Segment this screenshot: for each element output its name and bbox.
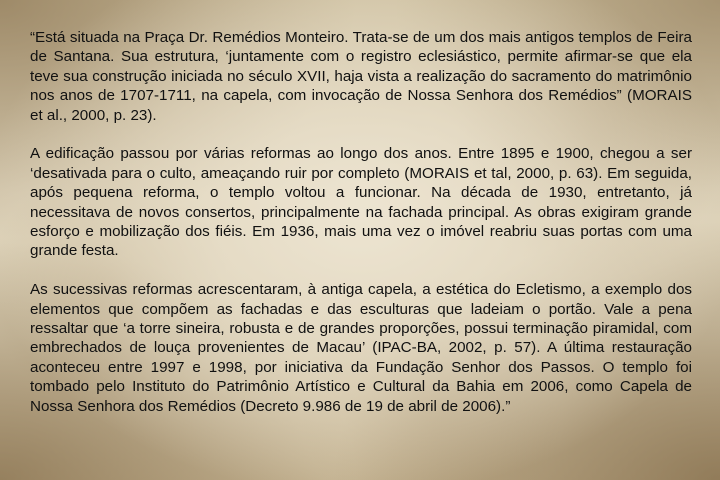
- paragraph-reforms: A edificação passou por várias reformas ao longo dos anos. Entre 1895 e 1900, chegou a ser ‘desativada para o culto, ameaçando ruir por completo (MORAIS et tal, 2000, p. 63). Em seguida, após pequena reforma, o templo voltou a funcionar. Na década de 1930, entretanto, já necessitava de novos consertos, principalmente na fachada principal. As obras exigiram grande esforço e mobilização dos fiéis. Em 1936, mais uma vez o imóvel reabriu suas portas com uma grande festa.: [30, 145, 692, 260]
- document-body: [30, 28, 692, 416]
- paragraph-history: “Está situada na Praça Dr. Remédios Monteiro. Trata-se de um dos mais antigos templos de Feira de Santana. Sua estrutura, ‘juntamente com o registro eclesiástico, permite afirmar-se que ela teve sua construção iniciada no século XVII, haja vista a realização do sacramento do matrimônio nos anos de 1707-1711, na capela, com invocação de Nossa Senhora dos Remédios” (MORAIS et al., 2000, p. 23).: [30, 29, 692, 124]
- paragraph-eclecticism: As sucessivas reformas acrescentaram, à antiga capela, a estética do Ecletismo, a exemplo dos elementos que compõem as fachadas e das esculturas que ladeiam o portão. Vale a pena ressaltar que ‘a torre sineira, robusta e de grandes proporções, possui terminação piramidal, com embrechados de louça provenientes de Macau’ (IPAC-BA, 2002, p. 57). A última restauração aconteceu entre 1997 e 1998, por iniciativa da Fundação Senhor dos Passos. O templo foi tombado pelo Instituto do Patrimônio Artístico e Cultural da Bahia em 2006, como Capela de Nossa Senhora dos Remédios (Decreto 9.986 de 19 de abril de 2006).”: [30, 281, 692, 415]
